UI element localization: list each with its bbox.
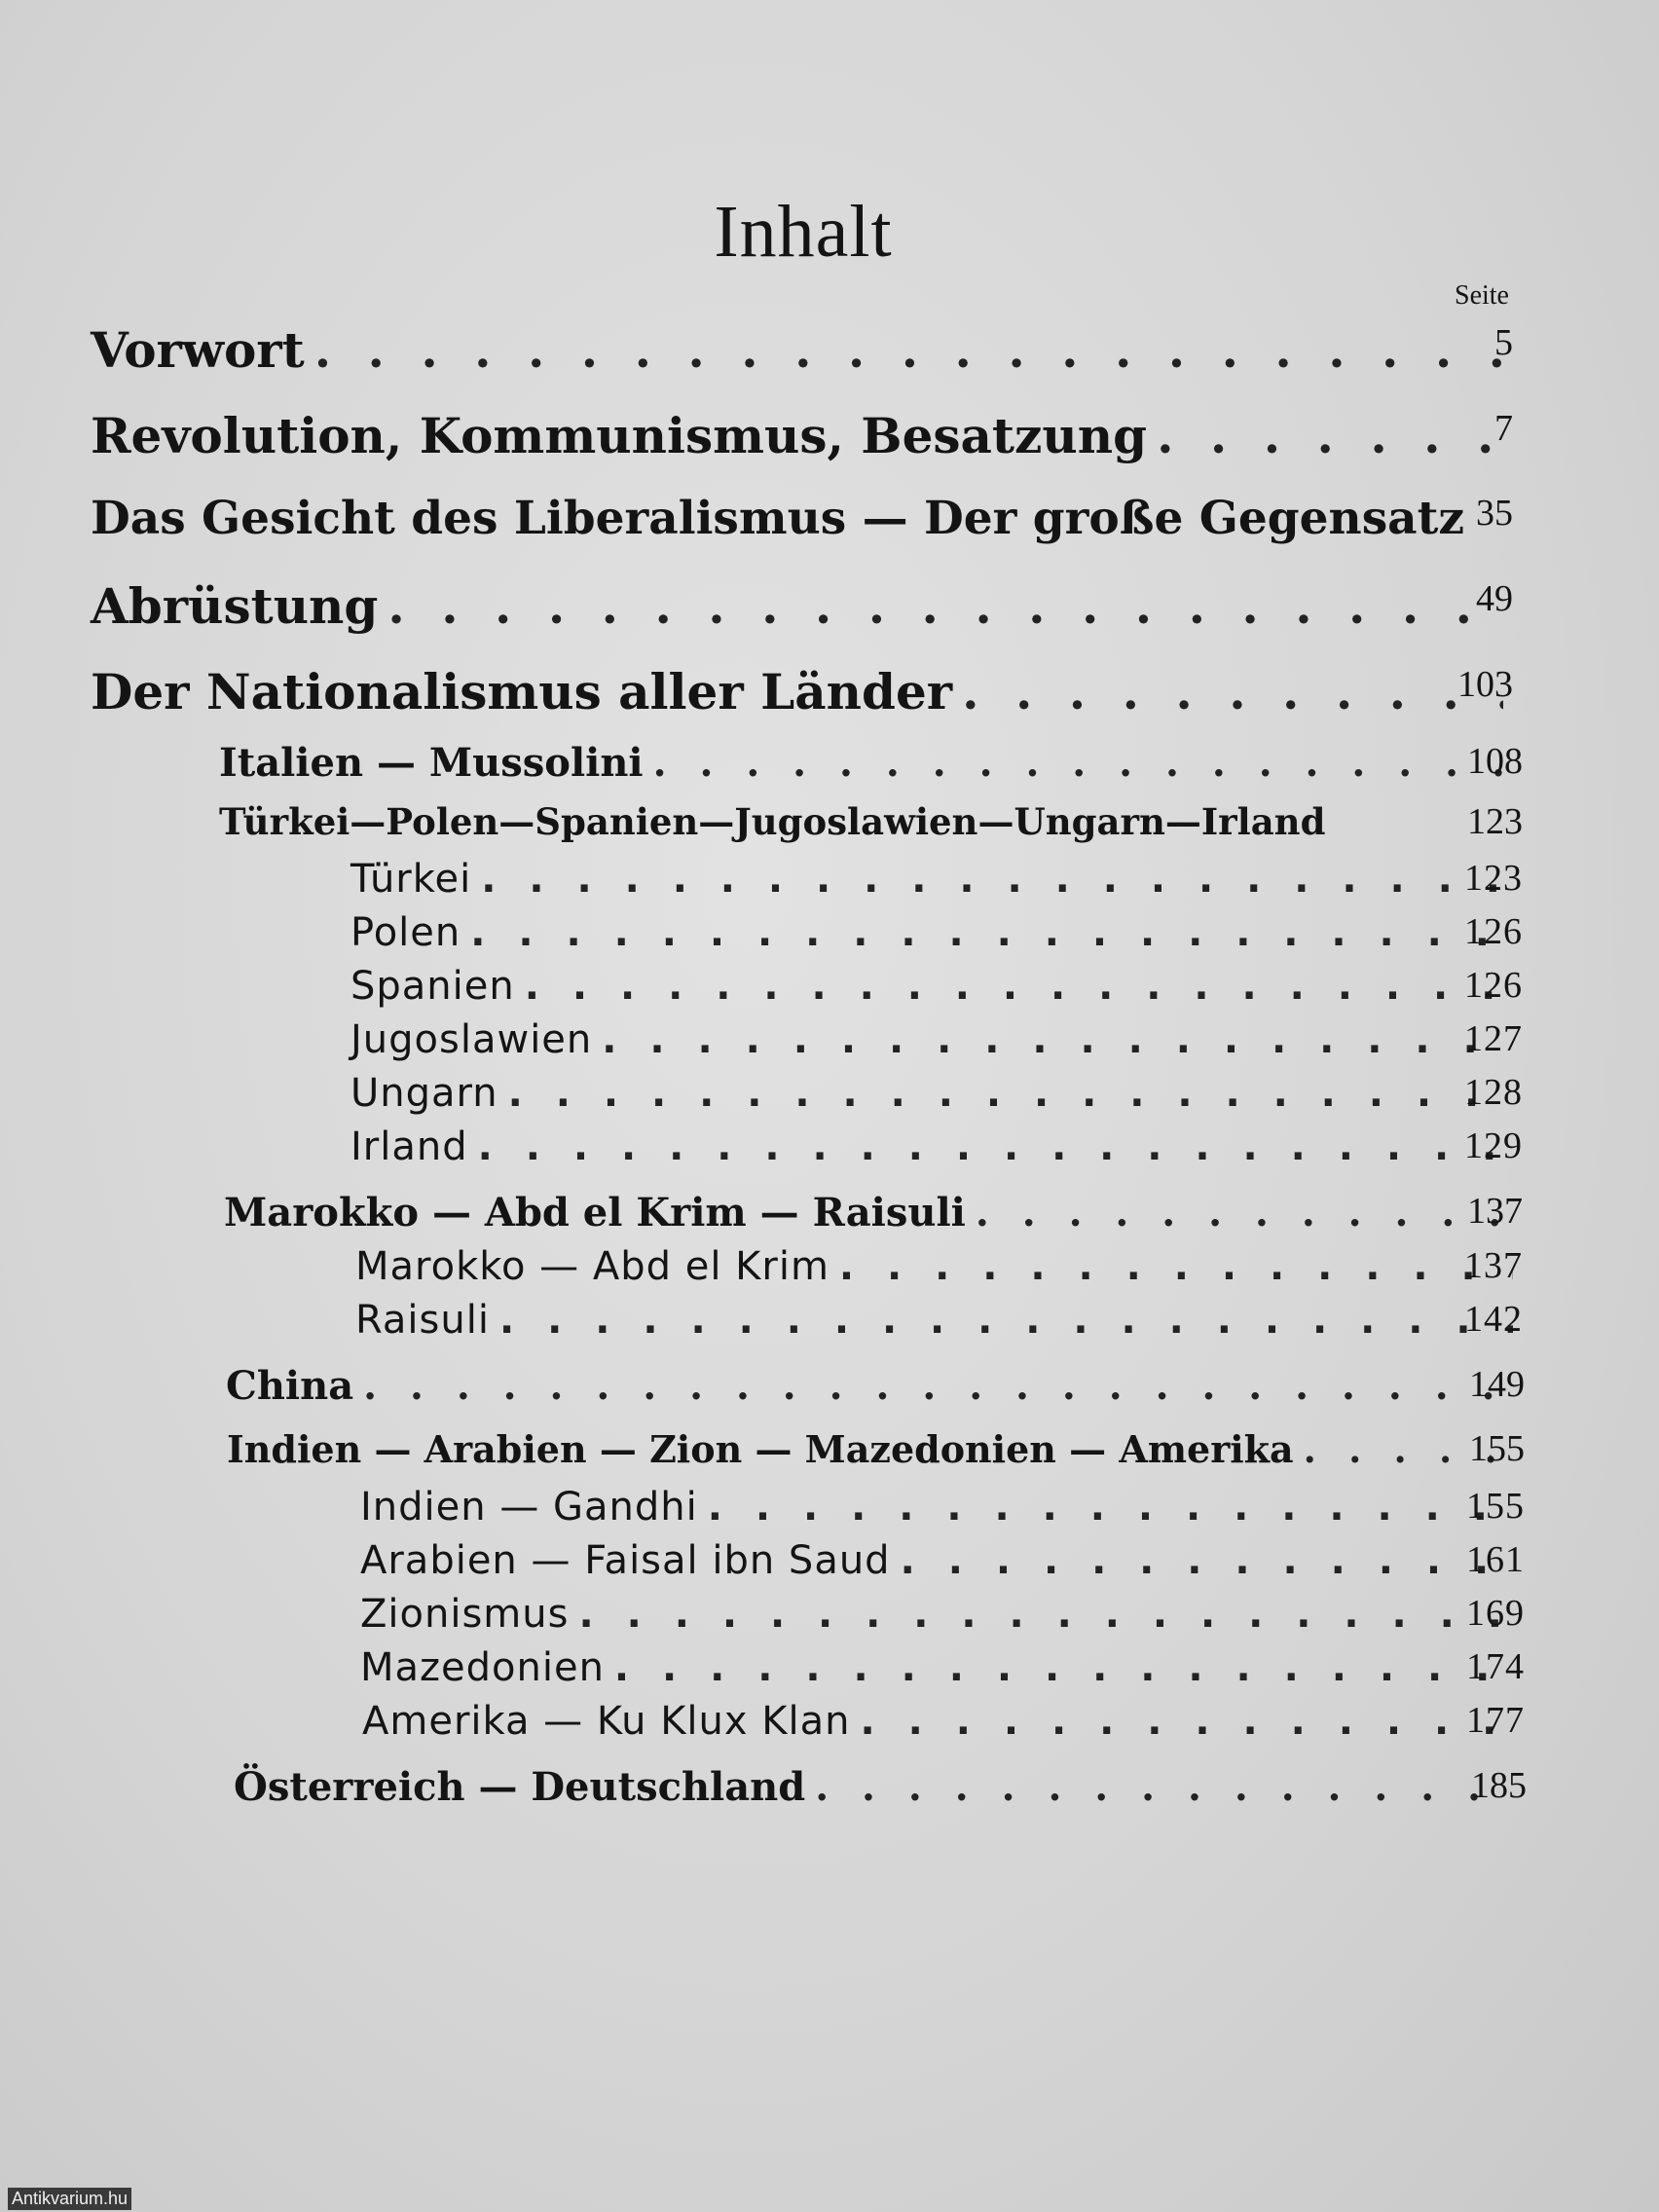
toc-entry-page: 108 bbox=[1467, 741, 1523, 782]
toc-entry[interactable] bbox=[350, 1017, 1523, 1062]
toc-entry[interactable] bbox=[226, 1363, 1525, 1409]
toc-entry-title: Türkei bbox=[350, 857, 472, 902]
leader-dots bbox=[478, 1124, 1513, 1169]
leader-dots bbox=[314, 321, 1503, 379]
toc-entry-title: Türkei—Polen—Spanien—Jugoslawien—Ungarn—Irland bbox=[219, 800, 1326, 843]
toc-entry[interactable] bbox=[360, 1592, 1525, 1637]
toc-entry-title: Österreich — Deutschland bbox=[234, 1764, 806, 1810]
page-title: Inhalt bbox=[714, 191, 893, 273]
toc-entry-page: 128 bbox=[1464, 1072, 1523, 1113]
leader-dots bbox=[508, 1071, 1513, 1116]
toc-entry-title: Jugoslawien bbox=[350, 1017, 593, 1062]
toc-entry-title: Der Nationalismus aller Länder bbox=[91, 663, 953, 720]
leader-dots bbox=[602, 1017, 1513, 1062]
toc-entry-title: China bbox=[226, 1363, 354, 1409]
toc-entry-page: 169 bbox=[1466, 1593, 1525, 1634]
toc-entry-page: 35 bbox=[1476, 493, 1513, 534]
toc-entry-page: 103 bbox=[1457, 664, 1513, 705]
toc-entry[interactable] bbox=[91, 577, 1513, 635]
leader-dots bbox=[481, 857, 1513, 902]
toc-entry-page: 149 bbox=[1469, 1364, 1525, 1405]
toc-entry[interactable] bbox=[91, 407, 1513, 464]
watermark: Antikvarium.hu bbox=[8, 2188, 131, 2210]
leader-dots bbox=[962, 663, 1503, 720]
toc-entry-page: 49 bbox=[1476, 578, 1513, 619]
leader-dots bbox=[525, 964, 1513, 1009]
toc-entry[interactable] bbox=[350, 1124, 1523, 1169]
toc-entry-title: Italien — Mussolini bbox=[219, 740, 644, 786]
toc-entry-title: Indien — Arabien — Zion — Mazedonien — Amerika bbox=[227, 1427, 1294, 1471]
toc-entry[interactable] bbox=[360, 1538, 1525, 1583]
leader-dots bbox=[861, 1699, 1516, 1744]
toc-entry[interactable] bbox=[224, 1190, 1523, 1235]
toc-entry[interactable] bbox=[234, 1764, 1527, 1810]
toc-entry[interactable] bbox=[355, 1298, 1523, 1343]
toc-entry-page: 174 bbox=[1466, 1646, 1525, 1687]
toc-entry-page: 126 bbox=[1464, 965, 1523, 1006]
toc-entry-title: Das Gesicht des Liberalismus — Der große Gegensatz bbox=[91, 492, 1465, 545]
toc-entry-page: 5 bbox=[1494, 322, 1513, 363]
toc-entry-page: 129 bbox=[1464, 1125, 1523, 1166]
toc-entry-page: 137 bbox=[1467, 1191, 1523, 1232]
toc-entry-title: Marokko — Abd el Krim — Raisuli bbox=[224, 1190, 966, 1235]
toc-entry-page: 155 bbox=[1466, 1486, 1525, 1527]
toc-entry-title: Raisuli bbox=[355, 1298, 490, 1343]
leader-dots bbox=[499, 1298, 1513, 1343]
leader-dots bbox=[708, 1485, 1515, 1530]
toc-entry-title: Mazedonien bbox=[360, 1645, 605, 1690]
toc-entry[interactable] bbox=[350, 857, 1523, 902]
toc-entry-page: 127 bbox=[1464, 1018, 1523, 1059]
leader-dots bbox=[815, 1764, 1517, 1810]
toc-entry-title: Marokko — Abd el Krim bbox=[355, 1244, 830, 1289]
toc-entry-title: Indien — Gandhi bbox=[360, 1485, 698, 1530]
toc-entry-page: 123 bbox=[1467, 801, 1523, 842]
toc-entry[interactable] bbox=[219, 800, 1523, 843]
toc-entry[interactable] bbox=[227, 1427, 1525, 1471]
toc-entry-title: Spanien bbox=[350, 964, 515, 1009]
toc-entry-page: 185 bbox=[1471, 1765, 1527, 1806]
toc-entry[interactable] bbox=[350, 910, 1523, 955]
toc-entry-title: Zionismus bbox=[360, 1592, 570, 1637]
leader-dots bbox=[578, 1592, 1515, 1637]
leader-dots bbox=[363, 1363, 1515, 1409]
toc-entry[interactable] bbox=[362, 1699, 1525, 1744]
toc-entry-page: 123 bbox=[1464, 858, 1523, 899]
toc-entry-page: 7 bbox=[1494, 408, 1513, 449]
toc-entry[interactable] bbox=[360, 1645, 1525, 1690]
toc-entry-page: 155 bbox=[1469, 1428, 1525, 1469]
toc-entry[interactable] bbox=[219, 740, 1523, 786]
toc-entry-page: 161 bbox=[1466, 1539, 1525, 1580]
toc-entry[interactable] bbox=[91, 321, 1513, 379]
toc-entry-title: Amerika — Ku Klux Klan bbox=[362, 1699, 851, 1744]
toc-entry[interactable] bbox=[91, 663, 1513, 720]
toc-entry-title: Abrüstung bbox=[91, 577, 379, 635]
toc-entry-title: Ungarn bbox=[350, 1071, 498, 1116]
leader-dots bbox=[976, 1190, 1513, 1235]
toc-entry-page: 137 bbox=[1464, 1245, 1523, 1286]
toc-entry[interactable] bbox=[355, 1244, 1523, 1289]
toc-entry-page: 142 bbox=[1464, 1299, 1523, 1340]
toc-entry-page: 177 bbox=[1466, 1700, 1525, 1741]
leader-dots bbox=[901, 1538, 1515, 1583]
toc-entry-title: Irland bbox=[350, 1124, 468, 1169]
toc-entry-title: Vorwort bbox=[91, 321, 305, 379]
page-column-header: Seite bbox=[1455, 280, 1509, 311]
toc-entry[interactable] bbox=[360, 1485, 1525, 1530]
leader-dots bbox=[653, 740, 1513, 786]
toc-entry-page: 126 bbox=[1464, 911, 1523, 952]
toc-entry-title: Revolution, Kommunismus, Besatzung bbox=[91, 407, 1148, 464]
toc-entry-title: Arabien — Faisal ibn Saud bbox=[360, 1538, 891, 1583]
leader-dots bbox=[470, 910, 1513, 955]
leader-dots bbox=[614, 1645, 1515, 1690]
leader-dots bbox=[839, 1244, 1513, 1289]
toc-entry[interactable] bbox=[350, 964, 1523, 1009]
toc-entry-title: Polen bbox=[350, 910, 461, 955]
toc-entry[interactable] bbox=[91, 492, 1513, 545]
leader-dots bbox=[387, 577, 1503, 635]
toc-entry[interactable] bbox=[350, 1071, 1523, 1116]
